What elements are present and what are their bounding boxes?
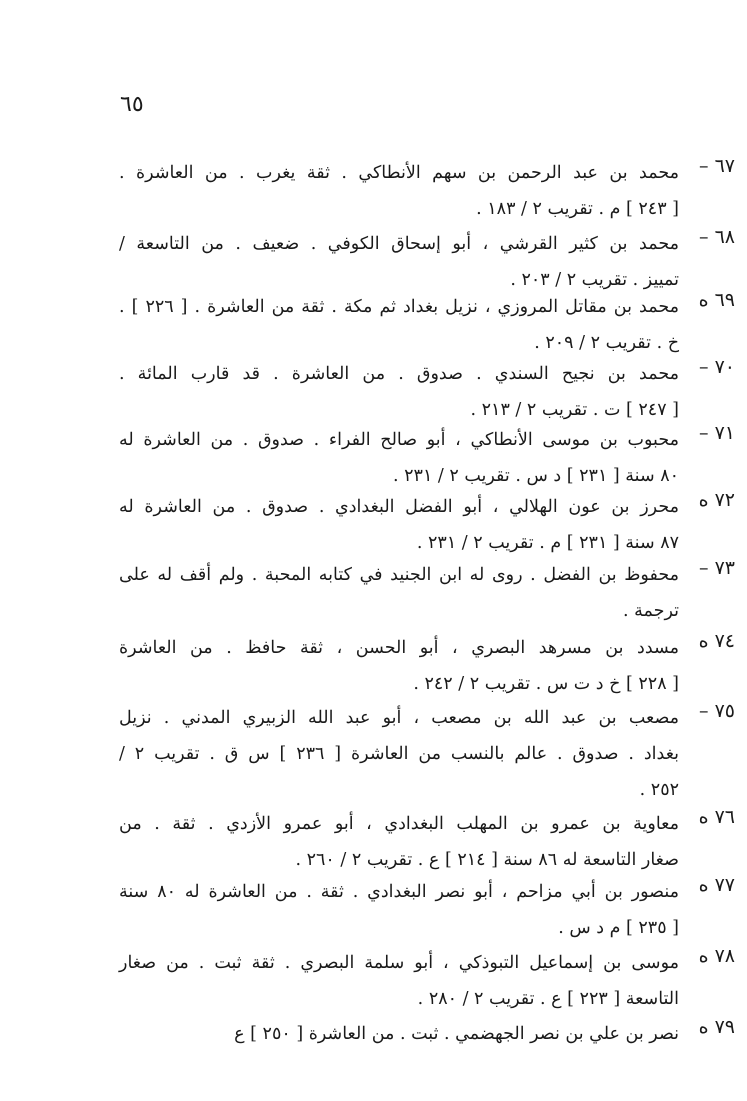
entry-number: ٧٤ ه: [698, 630, 735, 652]
list-item: [119, 557, 735, 629]
entry-line: ترجمة .: [623, 601, 679, 621]
list-item: [119, 806, 735, 878]
entry-line: [ ٢٤٧ ] ت . تقريب ٢ / ٢١٣ .: [470, 400, 679, 420]
entry-line: ٢٥٢ .: [639, 780, 679, 800]
entry-line: تمييز . تقريب ٢ / ٢٠٣ .: [510, 270, 679, 290]
list-item: [119, 630, 735, 702]
entry-line: [ ٢٢٨ ] خ د ت س . تقريب ٢ / ٢٤٢ .: [413, 674, 679, 694]
entry-line: محفوظ بن الفضل . روى له ابن الجنيد في كتابه المحبة . ولم أقف له على: [119, 565, 679, 585]
entry-number: ٦٨ –: [699, 226, 735, 248]
entry-line: محرز بن عون الهلالي ، أبو الفضل البغدادي . صدوق . من العاشرة له: [119, 497, 679, 517]
entry-line: محبوب بن موسى الأنطاكي ، أبو صالح الفراء . صدوق . من العاشرة له: [119, 430, 679, 450]
entry-line: مسدد بن مسرهد البصري ، أبو الحسن ، ثقة حافظ . من العاشرة: [119, 638, 679, 658]
list-item: [119, 422, 735, 494]
entry-number: ٧١ –: [699, 422, 735, 444]
entry-line: [ ٢٣٥ ] م د س .: [558, 918, 679, 938]
list-item: [119, 945, 735, 1017]
entry-line: معاوية بن عمرو بن المهلب البغدادي ، أبو عمرو الأزدي . ثقة . من: [119, 814, 679, 834]
entry-number: ٦٧ –: [699, 155, 735, 177]
entry-line: خ . تقريب ٢ / ٢٠٩ .: [534, 333, 679, 353]
list-item: [119, 289, 735, 361]
entry-number: ٦٩ ه: [698, 289, 735, 311]
entry-line: محمد بن عبد الرحمن بن سهم الأنطاكي . ثقة يغرب . من العاشرة .: [119, 163, 679, 183]
entry-number: ٧٦ ه: [698, 806, 735, 828]
list-item: [119, 155, 735, 227]
entry-line: التاسعة [ ٢٢٣ ] ع . تقريب ٢ / ٢٨٠ .: [417, 989, 679, 1009]
list-item: [119, 226, 735, 298]
list-item: [119, 356, 735, 428]
list-item: [119, 874, 735, 946]
entry-line: محمد بن نجيح السندي . صدوق . من العاشرة . قد قارب المائة .: [119, 364, 679, 384]
entry-line: بغداد . صدوق . عالم بالنسب من العاشرة [ ٢٣٦ ] س ق . تقريب ٢ /: [119, 744, 680, 764]
entry-number: ٧٧ ه: [698, 874, 735, 896]
entry-number: ٧٩ ه: [698, 1016, 735, 1038]
entry-line: محمد بن كثير القرشي ، أبو إسحاق الكوفي . ضعيف . من التاسعة /: [119, 234, 679, 254]
entry-line: محمد بن مقاتل المروزي ، نزيل بغداد ثم مكة . ثقة من العاشرة . [ ٢٢٦ ] .: [119, 297, 679, 317]
page-number: ٦٥: [120, 92, 144, 117]
entry-line: منصور بن أبي مزاحم ، أبو نصر البغدادي . ثقة . من العاشرة له ٨٠ سنة: [119, 882, 680, 902]
entry-number: ٧٣ –: [699, 557, 735, 579]
entry-line: صغار التاسعة له ٨٦ سنة [ ٢١٤ ] ع . تقريب ٢ / ٢٦٠ .: [295, 850, 679, 870]
list-item: [119, 1016, 735, 1052]
entry-line: [ ٢٤٣ ] م . تقريب ٢ / ١٨٣ .: [476, 199, 679, 219]
entry-line: ٨٠ سنة [ ٢٣١ ] د س . تقريب ٢ / ٢٣١ .: [393, 466, 679, 486]
entry-number: ٧٨ ه: [698, 945, 735, 967]
entry-number: ٧٥ –: [699, 700, 735, 722]
entry-number: ٧٢ ه: [698, 489, 735, 511]
entry-line: ٨٧ سنة [ ٢٣١ ] م . تقريب ٢ / ٢٣١ .: [416, 533, 679, 553]
entry-line: موسى بن إسماعيل التبوذكي ، أبو سلمة البصري . ثقة ثبت . من صغار: [119, 953, 679, 973]
entry-line: نصر بن علي بن نصر الجهضمي . ثبت . من العاشرة [ ٢٥٠ ] ع: [234, 1024, 679, 1044]
list-item: [119, 700, 735, 808]
entry-line: مصعب بن عبد الله بن مصعب ، أبو عبد الله الزبيري المدني . نزيل: [119, 708, 679, 728]
entry-number: ٧٠ –: [699, 356, 735, 378]
list-item: [119, 489, 735, 561]
